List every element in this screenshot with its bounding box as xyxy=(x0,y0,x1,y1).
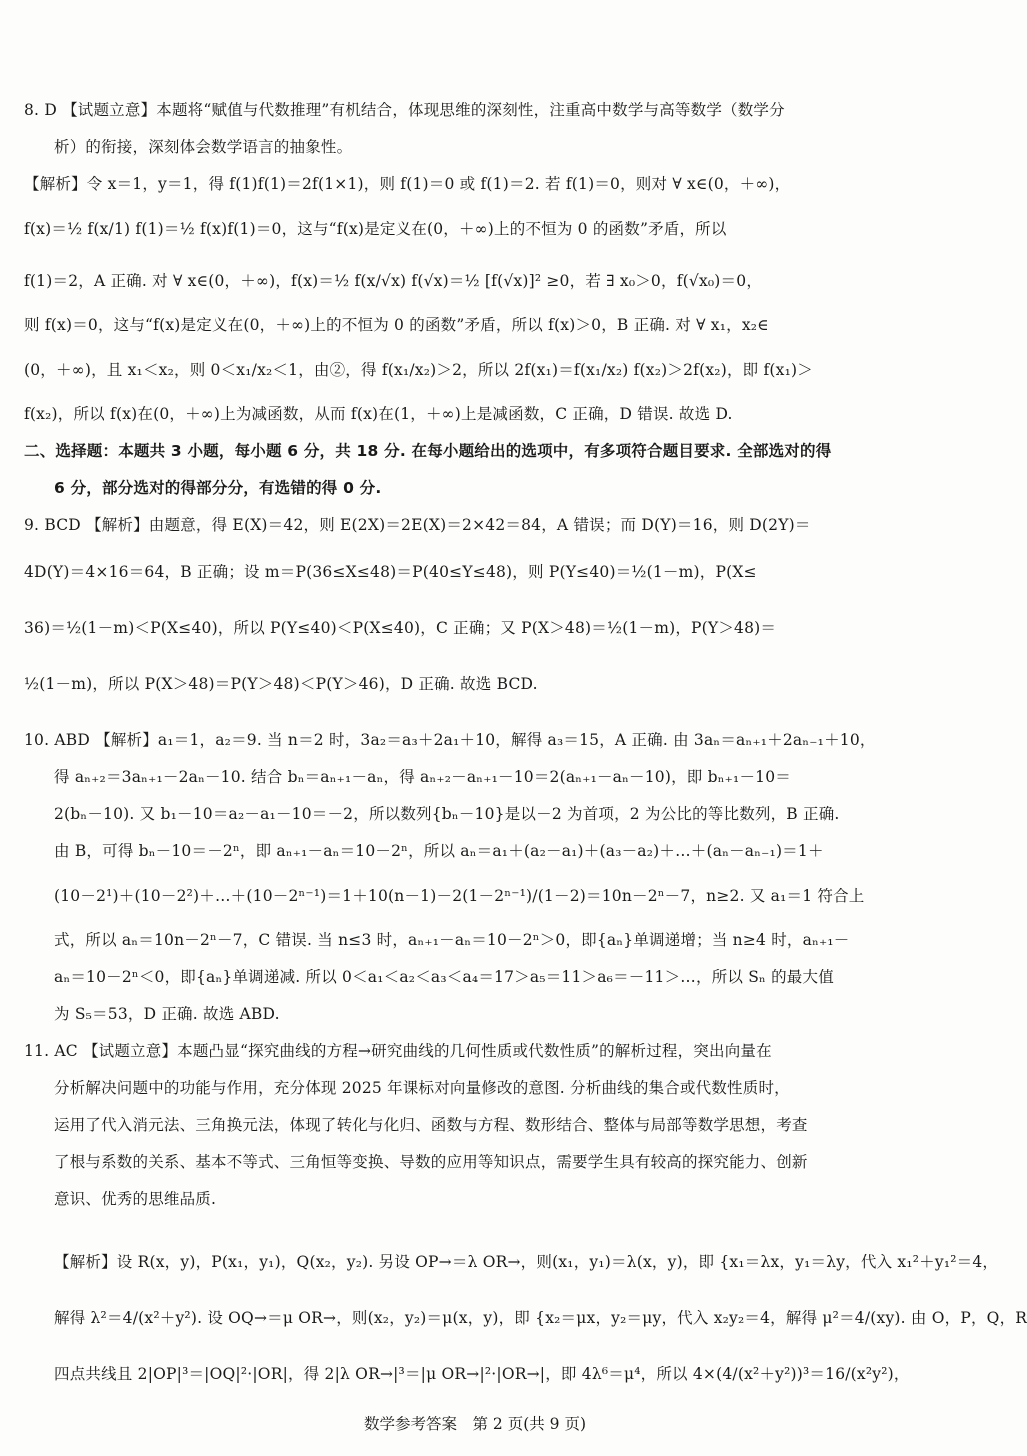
q8-line: f(x₂)，所以 f(x)在(0，＋∞)上为减函数，从而 f(x)在(1，＋∞)上是减函数，C 正确，D 错误. 故选 D. xyxy=(24,405,733,423)
q9-line: 4D(Y)＝4×16＝64，B 正确；设 m＝P(36≤X≤48)＝P(40≤Y≤48)，则 P(Y≤40)＝½(1－m)，P(X≤ xyxy=(24,563,757,581)
q9-line: 36)＝½(1－m)＜P(X≤40)，所以 P(Y≤40)＜P(X≤40)，C 正确；又 P(X＞48)＝½(1－m)，P(Y＞48)＝ xyxy=(24,619,777,637)
question-8-solution xyxy=(24,92,924,433)
q8-line: (0，＋∞)，且 x₁＜x₂，则 0＜x₁/x₂＜1，由②，得 f(x₁/x₂)＞2，所以 2f(x₁)＝f(x₁/x₂) f(x₂)＞2f(x₂)，即 f(x₁)＞ xyxy=(24,361,813,379)
q11-line: 【解析】设 R(x，y)，P(x₁，y₁)，Q(x₂，y₂). 另设 OP→＝λ OR→，则(x₁，y₁)＝λ(x，y)，即 {x₁＝λx，y₁＝λy，代入 x₁²＋y₁²＝4， xyxy=(54,1253,999,1271)
q10-line: 得 aₙ₊₂＝3aₙ₊₁－2aₙ－10. 结合 bₙ＝aₙ₊₁－aₙ，得 aₙ₊₂－aₙ₊₁－10＝2(aₙ₊₁－aₙ－10)，即 bₙ₊₁－10＝ xyxy=(54,768,791,786)
q9-line: ½(1－m)，所以 P(X＞48)＝P(Y＞48)＜P(Y＞46)，D 正确. 故选 BCD. xyxy=(24,675,538,693)
q11-line: 运用了代入消元法、三角换元法，体现了转化与化归、函数与方程、数形结合、整体与局部等数学思想，考查 xyxy=(54,1116,808,1134)
q10-line: 由 B，可得 bₙ－10＝－2ⁿ，即 aₙ₊₁－aₙ＝10－2ⁿ，所以 aₙ＝a₁＋(a₂－a₁)＋(a₃－a₂)＋…＋(aₙ－aₙ₋₁)＝1＋ xyxy=(54,842,824,860)
q10-line: 10. ABD 【解析】a₁＝1，a₂＝9. 当 n＝2 时，3a₂＝a₃＋2a₁＋10，解得 a₃＝15，A 正确. 由 3aₙ＝aₙ₊₁＋2aₙ₋₁＋10， xyxy=(24,731,876,749)
q8-line: 【解析】令 x＝1，y＝1，得 f(1)f(1)＝2f(1×1)，则 f(1)＝0 或 f(1)＝2. 若 f(1)＝0，则对 ∀ x∈(0，＋∞)， xyxy=(24,175,791,193)
question-10-solution xyxy=(24,722,924,1033)
page-footer: 数学参考答案 第 2 页(共 9 页) xyxy=(363,1415,587,1433)
q11-line: 解得 λ²＝4/(x²＋y²). 设 OQ→＝μ OR→，则(x₂，y₂)＝μ(x，y)，即 {x₂＝μx，y₂＝μy，代入 x₂y₂＝4，解得 μ²＝4/(xy). 由 O，P，Q，R xyxy=(54,1309,1027,1327)
q10-line: 2(bₙ－10). 又 b₁－10＝a₂－a₁－10＝－2，所以数列{bₙ－10}是以－2 为首项，2 为公比的等比数列，B 正确. xyxy=(54,805,840,823)
question-11-solution xyxy=(24,1033,1027,1402)
section-2-heading xyxy=(24,433,924,507)
q8-line: f(1)＝2，A 正确. 对 ∀ x∈(0，＋∞)，f(x)＝½ f(x/√x) f(√x)＝½ [f(√x)]² ≥0，若 ∃ x₀＞0，f(√x₀)＝0， xyxy=(24,272,763,290)
q10-line: 式，所以 aₙ＝10n－2ⁿ－7，C 错误. 当 n≤3 时，aₙ₊₁－aₙ＝10－2ⁿ＞0，即{aₙ}单调递增；当 n≥4 时，aₙ₊₁－ xyxy=(54,931,850,949)
q10-line: (10－2¹)＋(10－2²)＋…＋(10－2ⁿ⁻¹)＝1＋10(n－1)－2(1－2ⁿ⁻¹)/(1－2)＝10n－2ⁿ－7，n≥2. 又 a₁＝1 符合上 xyxy=(54,887,865,905)
q11-line: 11. AC 【试题立意】本题凸显“探究曲线的方程→研究曲线的几何性质或代数性质”的解析过程，突出向量在 xyxy=(24,1042,772,1060)
q11-line: 四点共线且 2|OP|³＝|OQ|²·|OR|，得 2|λ OR→|³＝|μ OR→|²·|OR→|，即 4λ⁶＝μ⁴，所以 4×(4/(x²＋y²))³＝16/(x²y²)， xyxy=(54,1365,910,1383)
q9-line: 9. BCD 【解析】由题意，得 E(X)＝42，则 E(2X)＝2E(X)＝2×42＝84，A 错误；而 D(Y)＝16，则 D(2Y)＝ xyxy=(24,516,811,534)
question-9-solution xyxy=(24,507,924,712)
q11-line: 意识、优秀的思维品质. xyxy=(54,1190,217,1208)
q8-line: 则 f(x)＝0，这与“f(x)是定义在(0，＋∞)上的不恒为 0 的函数”矛盾，所以 f(x)＞0，B 正确. 对 ∀ x₁，x₂∈ xyxy=(24,316,769,334)
q11-line: 了根与系数的关系、基本不等式、三角恒等变换、导数的应用等知识点，需要学生具有较高的探究能力、创新 xyxy=(54,1153,808,1171)
q10-line: aₙ＝10－2ⁿ＜0，即{aₙ}单调递减. 所以 0＜a₁＜a₂＜a₃＜a₄＝17＞a₅＝11＞a₆＝－11＞…，所以 Sₙ 的最大值 xyxy=(54,968,834,986)
q11-line: 分析解决问题中的功能与作用，充分体现 2025 年课标对向量修改的意图. 分析曲线的集合或代数性质时， xyxy=(54,1079,790,1097)
section-2-line: 二、选择题：本题共 3 小题，每小题 6 分，共 18 分. 在每小题给出的选项中，有多项符合题目要求. 全部选对的得 xyxy=(24,442,832,460)
q8-line: 析）的衔接，深刻体会数学语言的抽象性。 xyxy=(54,138,353,156)
q8-line: f(x)＝½ f(x/1) f(1)＝½ f(x)f(1)＝0，这与“f(x)是定义在(0，＋∞)上的不恒为 0 的函数”矛盾，所以 xyxy=(24,220,727,238)
q8-line: 8. D 【试题立意】本题将“赋值与代数推理”有机结合，体现思维的深刻性，注重高中数学与高等数学（数学分 xyxy=(24,101,785,119)
section-2-line: 6 分，部分选对的得部分分，有选错的得 0 分. xyxy=(54,479,382,497)
q10-line: 为 S₅＝53，D 正确. 故选 ABD. xyxy=(54,1005,280,1023)
